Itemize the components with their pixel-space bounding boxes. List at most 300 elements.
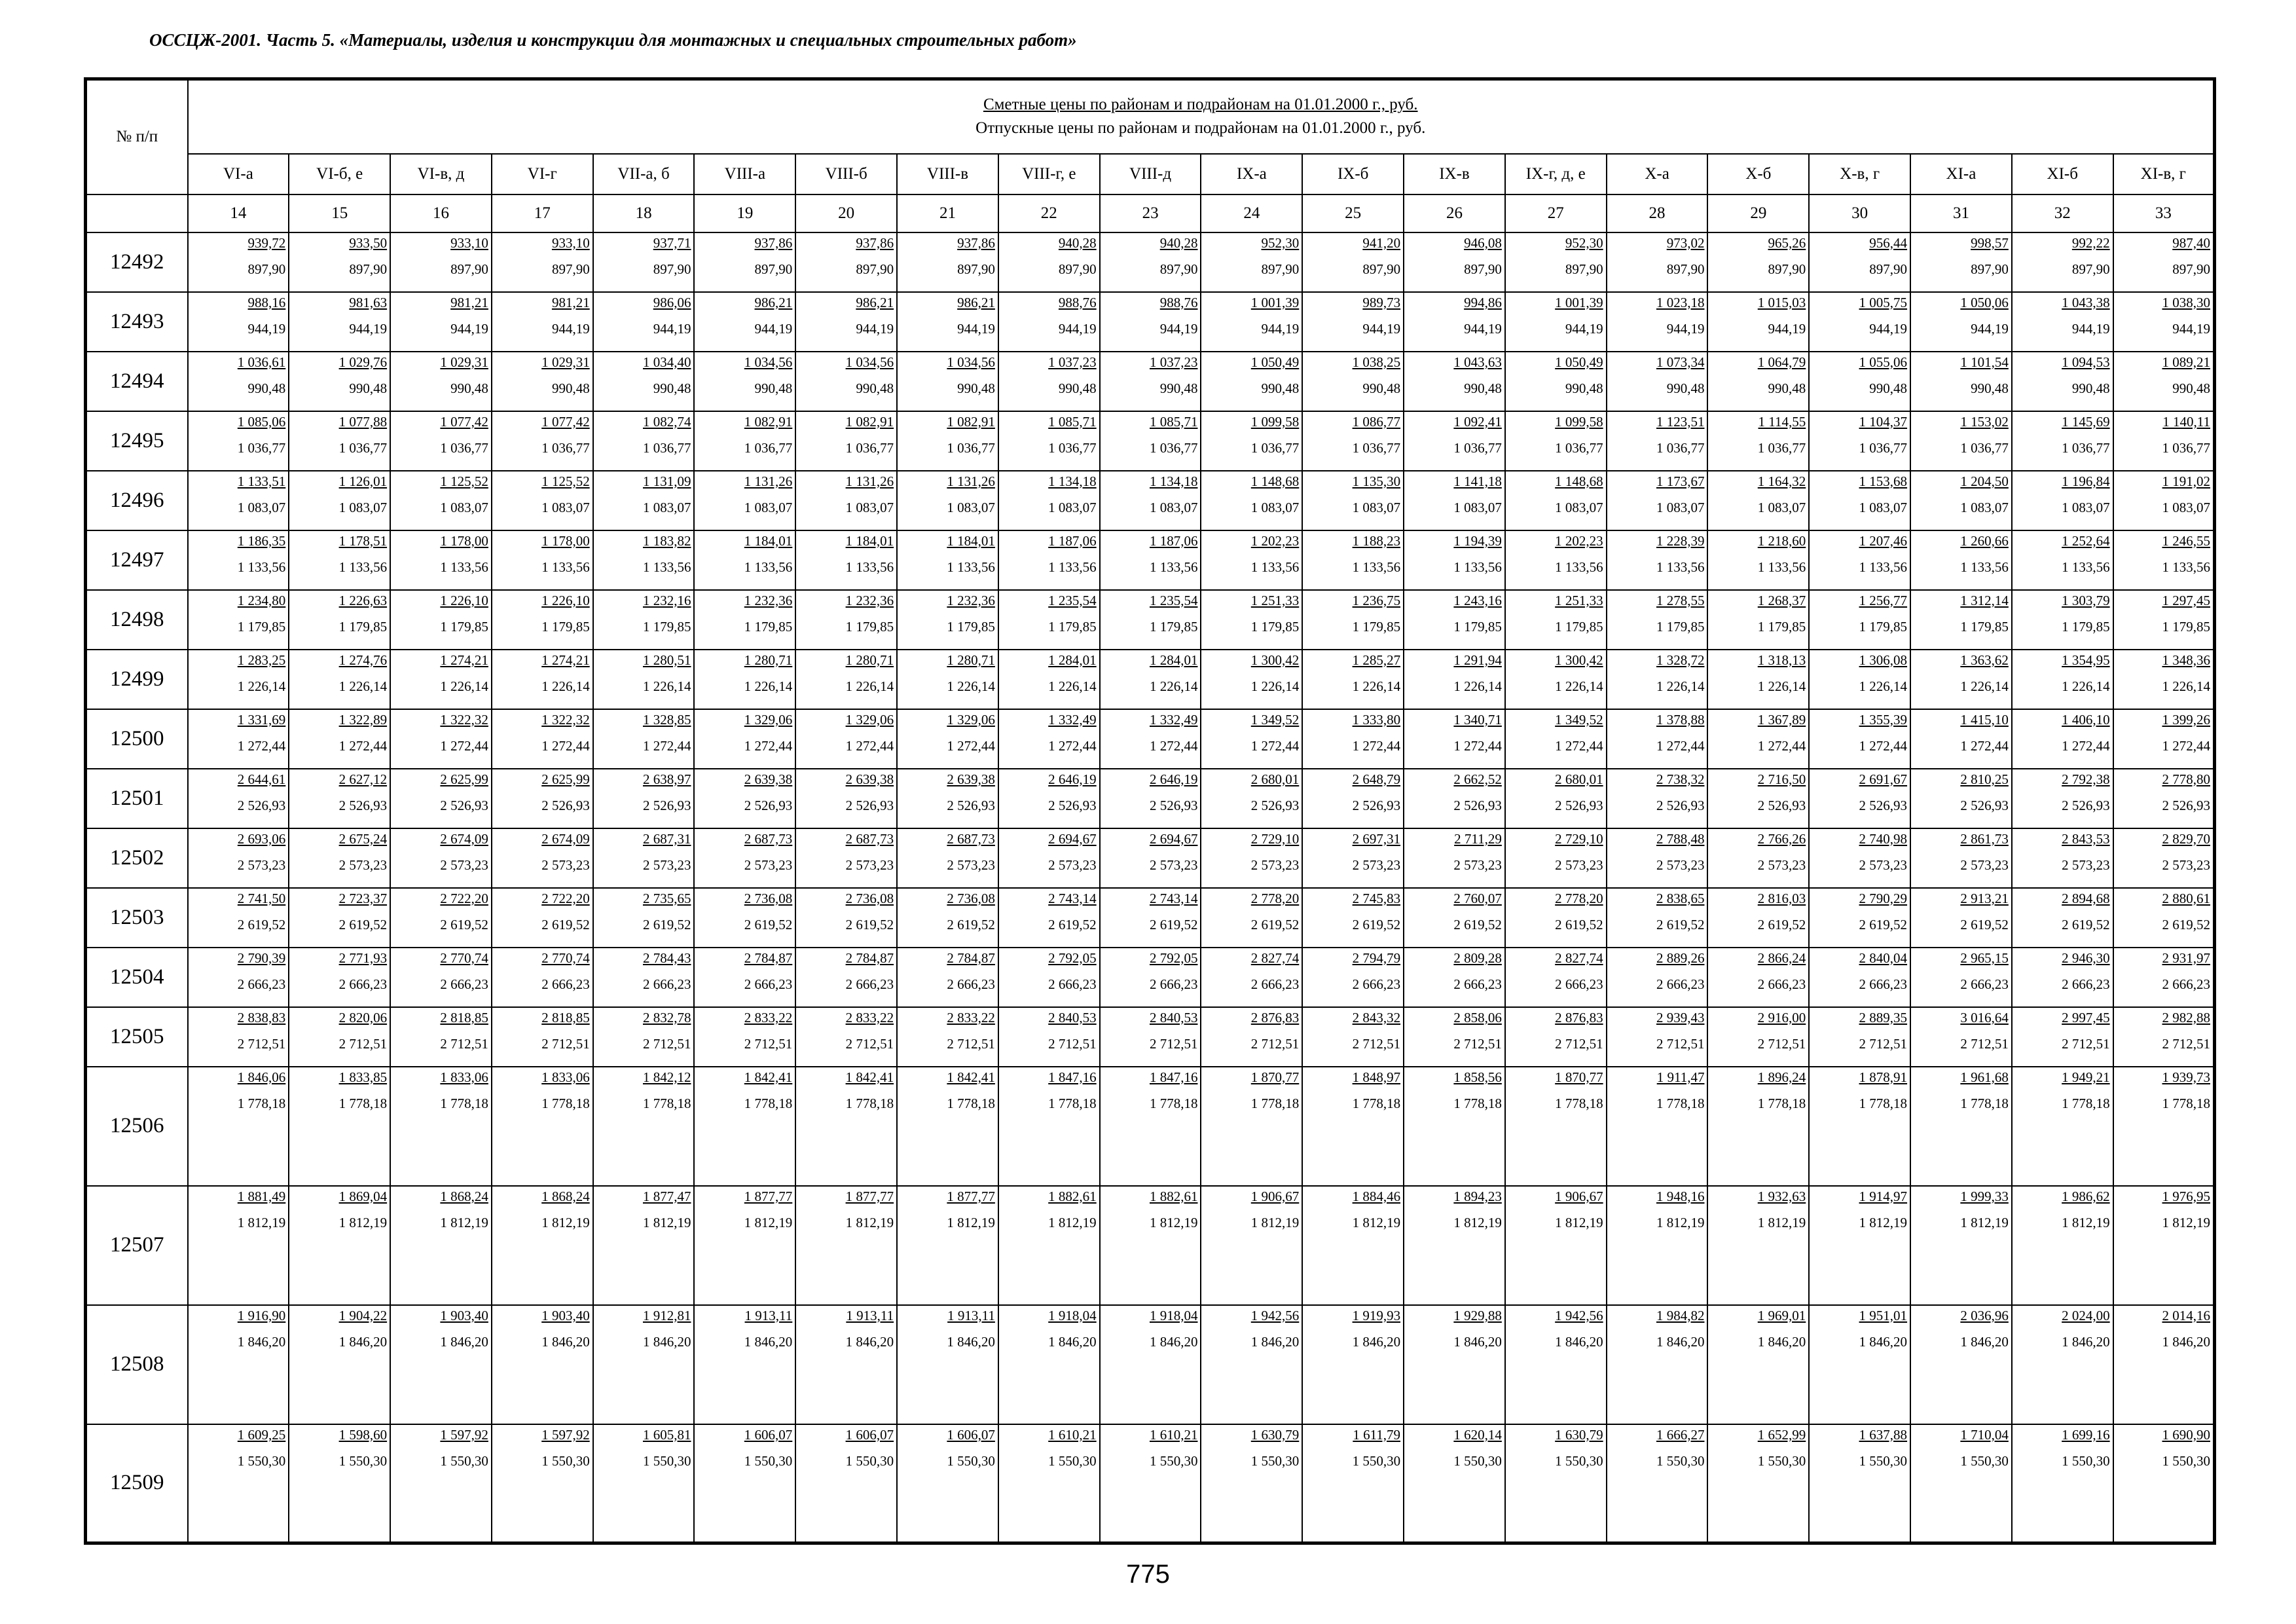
estimate-price: 1 085,06 bbox=[237, 413, 286, 430]
estimate-price: 2 687,73 bbox=[744, 830, 793, 847]
release-price: 2 526,93 bbox=[1555, 797, 1603, 813]
price-cell bbox=[2012, 232, 2113, 292]
price-cell bbox=[2012, 1067, 2113, 1186]
price-cell bbox=[390, 1067, 492, 1186]
price-cell bbox=[1910, 352, 2012, 411]
price-cell bbox=[795, 948, 897, 1007]
price-cell bbox=[795, 709, 897, 769]
release-price: 2 666,23 bbox=[440, 976, 488, 992]
release-price: 990,48 bbox=[1464, 380, 1502, 396]
price-cell bbox=[1505, 888, 1607, 948]
estimate-price: 1 077,88 bbox=[338, 413, 388, 430]
price-cell bbox=[1707, 1186, 1809, 1305]
release-price: 2 526,93 bbox=[338, 797, 388, 813]
estimate-price: 2 680,01 bbox=[1555, 771, 1603, 787]
release-price: 1 550,30 bbox=[1149, 1452, 1198, 1469]
release-price: 1 778,18 bbox=[1352, 1095, 1401, 1111]
price-cell bbox=[593, 709, 695, 769]
release-price: 1 083,07 bbox=[338, 499, 388, 515]
release-price: 1 179,85 bbox=[1656, 618, 1705, 635]
estimate-price: 1 333,80 bbox=[1352, 711, 1401, 728]
estimate-price: 1 911,47 bbox=[1656, 1069, 1705, 1085]
price-cell bbox=[998, 471, 1100, 530]
estimate-price: 2 965,15 bbox=[1960, 950, 2009, 966]
estimate-price: 1 274,21 bbox=[541, 652, 590, 668]
region-header: X-в, г bbox=[1809, 154, 1910, 194]
estimate-price: 1 896,24 bbox=[1757, 1069, 1806, 1085]
release-price: 897,90 bbox=[856, 261, 894, 277]
estimate-price: 1 141,18 bbox=[1453, 473, 1502, 489]
table-row bbox=[86, 292, 2215, 352]
price-cell bbox=[2113, 1424, 2215, 1543]
price-cell bbox=[897, 530, 998, 590]
estimate-price: 1 322,32 bbox=[541, 711, 590, 728]
release-price: 1 846,20 bbox=[541, 1333, 590, 1350]
price-cell bbox=[1505, 948, 1607, 1007]
estimate-price: 933,10 bbox=[551, 234, 590, 251]
release-price: 2 526,93 bbox=[642, 797, 691, 813]
price-cell bbox=[1404, 292, 1505, 352]
estimate-price: 1 848,97 bbox=[1352, 1069, 1401, 1085]
price-cell bbox=[593, 292, 695, 352]
price-cell bbox=[795, 1186, 897, 1305]
release-price: 1 812,19 bbox=[237, 1214, 286, 1230]
price-cell bbox=[1404, 948, 1505, 1007]
price-cell bbox=[593, 1067, 695, 1186]
estimate-price: 1 278,55 bbox=[1656, 592, 1705, 608]
price-cell bbox=[1100, 1067, 1201, 1186]
release-price: 2 619,52 bbox=[1352, 916, 1401, 932]
estimate-price: 1 942,56 bbox=[1555, 1307, 1603, 1323]
estimate-price: 1 318,13 bbox=[1757, 652, 1806, 668]
price-cell bbox=[1505, 1305, 1607, 1424]
price-cell bbox=[1809, 530, 1910, 590]
estimate-price: 1 363,62 bbox=[1960, 652, 2009, 668]
price-cell bbox=[1201, 828, 1302, 888]
item-number: 12499 bbox=[86, 650, 188, 709]
price-cell bbox=[1910, 888, 2012, 948]
estimate-price: 981,21 bbox=[450, 294, 488, 310]
price-cell bbox=[2113, 709, 2215, 769]
price-cell bbox=[1809, 1424, 1910, 1543]
estimate-price: 2 722,20 bbox=[440, 890, 488, 906]
estimate-price: 2 876,83 bbox=[1250, 1009, 1300, 1025]
estimate-price: 1 133,51 bbox=[237, 473, 286, 489]
estimate-price: 1 877,47 bbox=[642, 1188, 691, 1204]
release-price: 1 812,19 bbox=[1149, 1214, 1198, 1230]
estimate-price: 2 741,50 bbox=[237, 890, 286, 906]
estimate-price: 937,71 bbox=[653, 234, 691, 251]
release-price: 1 179,85 bbox=[947, 618, 995, 635]
estimate-price: 2 662,52 bbox=[1453, 771, 1502, 787]
release-price: 1 133,56 bbox=[1555, 559, 1603, 575]
estimate-price: 1 598,60 bbox=[338, 1426, 388, 1443]
price-cell bbox=[2012, 828, 2113, 888]
estimate-price: 1 620,14 bbox=[1453, 1426, 1502, 1443]
release-price: 2 712,51 bbox=[1453, 1035, 1502, 1052]
estimate-price: 1 328,72 bbox=[1656, 652, 1705, 668]
release-price: 990,48 bbox=[349, 380, 388, 396]
price-cell bbox=[390, 948, 492, 1007]
price-cell bbox=[795, 232, 897, 292]
release-price: 1 133,56 bbox=[440, 559, 488, 575]
estimate-price: 1 280,71 bbox=[744, 652, 793, 668]
release-price: 990,48 bbox=[450, 380, 488, 396]
estimate-price: 1 125,52 bbox=[440, 473, 488, 489]
release-price: 1 036,77 bbox=[1453, 439, 1502, 456]
estimate-price: 2 818,85 bbox=[440, 1009, 488, 1025]
column-number: 20 bbox=[795, 194, 897, 232]
release-price: 1 133,56 bbox=[237, 559, 286, 575]
region-header: VI-б, е bbox=[289, 154, 390, 194]
release-price: 1 778,18 bbox=[744, 1095, 793, 1111]
estimate-price: 1 367,89 bbox=[1757, 711, 1806, 728]
estimate-price: 1 050,06 bbox=[1960, 294, 2009, 310]
price-cell bbox=[795, 769, 897, 828]
table-row bbox=[86, 471, 2215, 530]
estimate-price: 2 784,87 bbox=[947, 950, 995, 966]
price-cell bbox=[492, 1305, 593, 1424]
price-cell bbox=[795, 1067, 897, 1186]
estimate-price: 2 014,16 bbox=[2162, 1307, 2210, 1323]
estimate-price: 2 627,12 bbox=[338, 771, 388, 787]
price-cell bbox=[2012, 292, 2113, 352]
price-cell bbox=[492, 709, 593, 769]
estimate-price: 1 073,34 bbox=[1656, 354, 1705, 370]
estimate-price: 1 232,16 bbox=[642, 592, 691, 608]
estimate-price: 1 135,30 bbox=[1352, 473, 1401, 489]
estimate-price: 1 842,41 bbox=[845, 1069, 894, 1085]
price-cell bbox=[1910, 709, 2012, 769]
price-cell bbox=[1404, 1067, 1505, 1186]
estimate-price: 2 778,20 bbox=[1555, 890, 1603, 906]
price-cell bbox=[492, 948, 593, 1007]
estimate-price: 994,86 bbox=[1464, 294, 1502, 310]
price-cell bbox=[1707, 828, 1809, 888]
release-price: 1 133,56 bbox=[1757, 559, 1806, 575]
release-price: 990,48 bbox=[653, 380, 691, 396]
price-cell bbox=[1505, 292, 1607, 352]
price-cell bbox=[1707, 948, 1809, 1007]
price-cell bbox=[1910, 590, 2012, 650]
release-price: 2 712,51 bbox=[744, 1035, 793, 1052]
release-price: 1 133,56 bbox=[1149, 559, 1198, 575]
estimate-price: 1 637,88 bbox=[1859, 1426, 1908, 1443]
estimate-price: 1 906,67 bbox=[1250, 1188, 1300, 1204]
release-price: 2 526,93 bbox=[1149, 797, 1198, 813]
estimate-price: 1 378,88 bbox=[1656, 711, 1705, 728]
estimate-price: 1 202,23 bbox=[1555, 532, 1603, 549]
price-cell bbox=[1100, 1007, 1201, 1067]
region-header: IX-в bbox=[1404, 154, 1505, 194]
estimate-price: 2 036,96 bbox=[1960, 1307, 2009, 1323]
estimate-price: 1 101,54 bbox=[1960, 354, 2009, 370]
price-cell bbox=[2012, 530, 2113, 590]
price-cell bbox=[1302, 769, 1404, 828]
release-price: 2 526,93 bbox=[744, 797, 793, 813]
release-price: 1 036,77 bbox=[440, 439, 488, 456]
release-price: 2 712,51 bbox=[845, 1035, 894, 1052]
price-cell bbox=[2012, 650, 2113, 709]
price-cell bbox=[390, 411, 492, 471]
price-cell bbox=[1809, 1305, 1910, 1424]
price-cell bbox=[1404, 1186, 1505, 1305]
estimate-price: 1 204,50 bbox=[1960, 473, 2009, 489]
estimate-price: 2 946,30 bbox=[2062, 950, 2110, 966]
estimate-price: 2 646,19 bbox=[1048, 771, 1097, 787]
price-cell bbox=[289, 530, 390, 590]
release-price: 2 619,52 bbox=[237, 916, 286, 932]
estimate-price: 1 877,77 bbox=[845, 1188, 894, 1204]
release-price: 2 573,23 bbox=[1149, 857, 1198, 873]
release-price: 1 272,44 bbox=[2062, 737, 2110, 754]
price-cell bbox=[998, 709, 1100, 769]
release-price: 1 272,44 bbox=[1960, 737, 2009, 754]
release-price: 944,19 bbox=[1971, 320, 2009, 337]
release-price: 2 619,52 bbox=[541, 916, 590, 932]
estimate-price: 1 134,18 bbox=[1048, 473, 1097, 489]
release-price: 2 666,23 bbox=[1453, 976, 1502, 992]
estimate-price: 1 894,23 bbox=[1453, 1188, 1502, 1204]
region-header: VIII-д bbox=[1100, 154, 1201, 194]
price-cell bbox=[897, 352, 998, 411]
estimate-price: 1 306,08 bbox=[1859, 652, 1908, 668]
estimate-price: 2 691,67 bbox=[1859, 771, 1908, 787]
price-cell bbox=[390, 828, 492, 888]
estimate-price: 1 913,11 bbox=[947, 1307, 995, 1323]
region-header: VI-в, д bbox=[390, 154, 492, 194]
estimate-price: 1 847,16 bbox=[1149, 1069, 1198, 1085]
release-price: 1 179,85 bbox=[2062, 618, 2110, 635]
price-cell bbox=[593, 411, 695, 471]
estimate-price: 1 329,06 bbox=[845, 711, 894, 728]
price-cell bbox=[2113, 1067, 2215, 1186]
price-cell bbox=[795, 530, 897, 590]
release-price: 2 573,23 bbox=[237, 857, 286, 873]
price-cell bbox=[1809, 650, 1910, 709]
estimate-price: 1 085,71 bbox=[1048, 413, 1097, 430]
release-price: 897,90 bbox=[1058, 261, 1097, 277]
estimate-price: 1 606,07 bbox=[947, 1426, 995, 1443]
price-cell bbox=[1201, 590, 1302, 650]
estimate-price: 1 869,04 bbox=[338, 1188, 388, 1204]
price-cell bbox=[188, 769, 289, 828]
release-price: 1 226,14 bbox=[1757, 678, 1806, 694]
estimate-price: 2 790,29 bbox=[1859, 890, 1908, 906]
price-cell bbox=[694, 232, 795, 292]
release-price: 944,19 bbox=[450, 320, 488, 337]
release-price: 2 526,93 bbox=[845, 797, 894, 813]
release-price: 2 573,23 bbox=[642, 857, 691, 873]
table-row bbox=[86, 352, 2215, 411]
price-cell bbox=[1302, 888, 1404, 948]
release-price: 1 179,85 bbox=[1250, 618, 1300, 635]
price-cell bbox=[1607, 232, 1708, 292]
release-price: 1 812,19 bbox=[1656, 1214, 1705, 1230]
release-price: 1 550,30 bbox=[845, 1452, 894, 1469]
release-price: 1 179,85 bbox=[1757, 618, 1806, 635]
price-cell bbox=[1809, 828, 1910, 888]
estimate-price: 1 145,69 bbox=[2062, 413, 2110, 430]
price-cell bbox=[188, 232, 289, 292]
price-cell bbox=[998, 411, 1100, 471]
price-cell bbox=[1302, 1424, 1404, 1543]
price-cell bbox=[897, 1305, 998, 1424]
release-price: 1 272,44 bbox=[744, 737, 793, 754]
price-cell bbox=[998, 232, 1100, 292]
estimate-price: 1 023,18 bbox=[1656, 294, 1705, 310]
price-cell bbox=[188, 709, 289, 769]
release-price: 2 712,51 bbox=[1656, 1035, 1705, 1052]
table-row bbox=[86, 530, 2215, 590]
release-price: 2 526,93 bbox=[1859, 797, 1908, 813]
release-price: 1 083,07 bbox=[1757, 499, 1806, 515]
release-price: 1 133,56 bbox=[845, 559, 894, 575]
price-cell bbox=[1607, 888, 1708, 948]
release-price: 1 226,14 bbox=[1250, 678, 1300, 694]
estimate-price: 2 833,22 bbox=[845, 1009, 894, 1025]
release-price: 2 712,51 bbox=[338, 1035, 388, 1052]
release-price: 1 550,30 bbox=[1555, 1452, 1603, 1469]
release-price: 1 550,30 bbox=[1250, 1452, 1300, 1469]
column-number-blank bbox=[86, 194, 188, 232]
price-cell bbox=[897, 471, 998, 530]
price-cell bbox=[1607, 828, 1708, 888]
release-price: 2 712,51 bbox=[541, 1035, 590, 1052]
release-price: 2 666,23 bbox=[1250, 976, 1300, 992]
price-cell bbox=[1100, 709, 1201, 769]
release-price: 990,48 bbox=[1058, 380, 1097, 396]
release-price: 1 778,18 bbox=[947, 1095, 995, 1111]
release-price: 2 712,51 bbox=[1352, 1035, 1401, 1052]
estimate-price: 1 001,39 bbox=[1250, 294, 1300, 310]
release-price: 1 226,14 bbox=[440, 678, 488, 694]
estimate-price: 1 881,49 bbox=[237, 1188, 286, 1204]
release-price: 1 226,14 bbox=[1352, 678, 1401, 694]
release-price: 1 083,07 bbox=[541, 499, 590, 515]
price-cell bbox=[1201, 1424, 1302, 1543]
estimate-price: 2 840,53 bbox=[1149, 1009, 1198, 1025]
estimate-price: 1 878,91 bbox=[1859, 1069, 1908, 1085]
price-cell bbox=[998, 1424, 1100, 1543]
price-cell bbox=[390, 352, 492, 411]
region-header: X-б bbox=[1707, 154, 1809, 194]
price-cell bbox=[795, 292, 897, 352]
price-cell bbox=[2113, 650, 2215, 709]
release-price: 1 226,14 bbox=[237, 678, 286, 694]
price-cell bbox=[2012, 709, 2113, 769]
estimate-price: 2 024,00 bbox=[2062, 1307, 2110, 1323]
region-header: VIII-а bbox=[694, 154, 795, 194]
price-cell bbox=[1809, 1007, 1910, 1067]
estimate-price: 1 846,06 bbox=[237, 1069, 286, 1085]
estimate-price: 1 349,52 bbox=[1250, 711, 1300, 728]
estimate-price: 1 833,06 bbox=[440, 1069, 488, 1085]
price-cell bbox=[998, 948, 1100, 1007]
price-cell bbox=[998, 590, 1100, 650]
release-price: 1 846,20 bbox=[1757, 1333, 1806, 1350]
estimate-price: 1 610,21 bbox=[1149, 1426, 1198, 1443]
estimate-price: 1 184,01 bbox=[947, 532, 995, 549]
release-price: 990,48 bbox=[1768, 380, 1806, 396]
price-cell bbox=[1707, 709, 1809, 769]
release-price: 1 179,85 bbox=[237, 618, 286, 635]
price-cell bbox=[1404, 828, 1505, 888]
price-cell bbox=[998, 530, 1100, 590]
release-price: 1 226,14 bbox=[338, 678, 388, 694]
region-header: VIII-б bbox=[795, 154, 897, 194]
release-price: 944,19 bbox=[247, 320, 286, 337]
release-price: 1 550,30 bbox=[744, 1452, 793, 1469]
estimate-price: 2 792,38 bbox=[2062, 771, 2110, 787]
release-price: 1 846,20 bbox=[1352, 1333, 1401, 1350]
estimate-price: 1 961,68 bbox=[1960, 1069, 2009, 1085]
table-row bbox=[86, 828, 2215, 888]
release-price: 990,48 bbox=[1666, 380, 1705, 396]
release-price: 1 179,85 bbox=[338, 618, 388, 635]
estimate-price: 986,21 bbox=[856, 294, 894, 310]
price-cell bbox=[1404, 530, 1505, 590]
price-cell bbox=[1100, 650, 1201, 709]
estimate-price: 1 355,39 bbox=[1859, 711, 1908, 728]
estimate-price: 1 082,91 bbox=[845, 413, 894, 430]
region-header: VIII-в bbox=[897, 154, 998, 194]
estimate-price: 1 406,10 bbox=[2062, 711, 2110, 728]
release-price: 1 036,77 bbox=[541, 439, 590, 456]
release-price: 990,48 bbox=[1362, 380, 1401, 396]
price-cell bbox=[1201, 650, 1302, 709]
release-price: 1 812,19 bbox=[1250, 1214, 1300, 1230]
price-cell bbox=[694, 650, 795, 709]
estimate-price: 1 232,36 bbox=[845, 592, 894, 608]
release-price: 1 226,14 bbox=[642, 678, 691, 694]
estimate-price: 2 931,97 bbox=[2162, 950, 2210, 966]
release-price: 1 083,07 bbox=[1960, 499, 2009, 515]
item-number: 12501 bbox=[86, 769, 188, 828]
price-cell bbox=[694, 352, 795, 411]
estimate-price: 1 055,06 bbox=[1859, 354, 1908, 370]
estimate-price: 2 738,32 bbox=[1656, 771, 1705, 787]
release-price: 2 666,23 bbox=[845, 976, 894, 992]
release-price: 1 550,30 bbox=[1352, 1452, 1401, 1469]
estimate-price: 1 349,52 bbox=[1555, 711, 1603, 728]
estimate-price: 2 794,79 bbox=[1352, 950, 1401, 966]
price-cell bbox=[1100, 1305, 1201, 1424]
estimate-price: 1 077,42 bbox=[541, 413, 590, 430]
release-price: 2 666,23 bbox=[2162, 976, 2210, 992]
release-price: 2 712,51 bbox=[1757, 1035, 1806, 1052]
release-price: 2 619,52 bbox=[440, 916, 488, 932]
estimate-price: 2 697,31 bbox=[1352, 830, 1401, 847]
estimate-price: 939,72 bbox=[247, 234, 286, 251]
release-price: 1 550,30 bbox=[1453, 1452, 1502, 1469]
price-cell bbox=[1302, 1067, 1404, 1186]
price-cell bbox=[2113, 352, 2215, 411]
estimate-price: 1 043,38 bbox=[2062, 294, 2110, 310]
price-cell bbox=[1809, 292, 1910, 352]
price-cell bbox=[492, 471, 593, 530]
estimate-price: 1 929,88 bbox=[1453, 1307, 1502, 1323]
price-cell bbox=[289, 769, 390, 828]
price-cell bbox=[694, 948, 795, 1007]
price-cell bbox=[998, 352, 1100, 411]
release-price: 1 550,30 bbox=[440, 1452, 488, 1469]
row-number-header: № п/п bbox=[86, 79, 188, 194]
estimate-price: 1 630,79 bbox=[1250, 1426, 1300, 1443]
price-cell bbox=[2113, 590, 2215, 650]
price-cell bbox=[2113, 828, 2215, 888]
estimate-price: 1 951,01 bbox=[1859, 1307, 1908, 1323]
